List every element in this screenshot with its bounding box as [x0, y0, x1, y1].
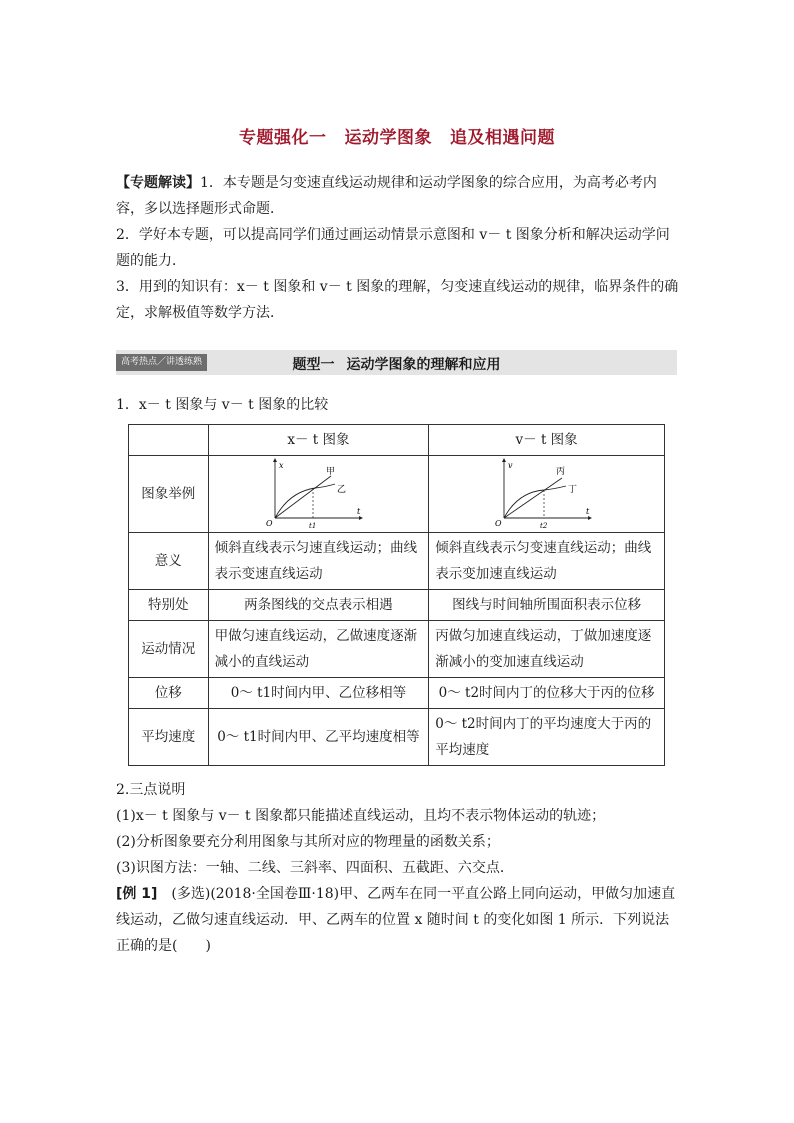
example-text: (多选)(2018·全国卷Ⅲ·18)甲、乙两车在同一平直公路上同向运动，甲做匀加速直线运动，乙做匀速直线运动．甲、乙两车的位置 x 随时间 t 的变化如图 1 所示．下列说法正确的是( ): [116, 886, 676, 954]
vt-graph-cell: [429, 456, 665, 533]
header-xt: x－ t 图象: [208, 425, 429, 456]
cell-vt: 图线与时间轴所围面积表示位移: [429, 590, 665, 621]
intro-item-2: 2．学好本专题，可以提高同学们通过画运动情景示意图和 v－ t 图象分析和解决运动学问题的能力．: [116, 227, 670, 269]
xt-origin-label: O: [266, 519, 273, 528]
vt-curve-a-label: 丙: [555, 467, 565, 477]
vt-y-label: v: [507, 461, 513, 470]
section-title: [116, 354, 677, 374]
cell-xt: 0～ t1时间内甲、乙平均速度相等: [208, 709, 429, 766]
xt-curve-a-label: 甲: [326, 467, 336, 477]
xt-graph: [263, 458, 373, 530]
table-row-example: [129, 456, 665, 533]
row-label-example: 图象举例: [129, 456, 209, 533]
cell-xt: 倾斜直线表示匀速直线运动；曲线表示变速直线运动: [208, 533, 429, 590]
table-row: [129, 533, 665, 590]
note-3: (3)识图方法：一轴、二线、三斜率、四面积、五截距、六交点．: [116, 860, 514, 876]
cell-vt: 0～ t2时间内丁的平均速度大于丙的平均速度: [429, 709, 665, 766]
cell-vt: 丙做匀加速直线运动，丁做加速度逐渐减小的变加速直线运动: [429, 621, 665, 678]
title-part-2: 运动学图象: [344, 128, 432, 148]
vt-x-label: t: [585, 507, 589, 516]
row-label: 特别处: [129, 590, 209, 621]
xt-tick-label: t1: [309, 522, 317, 530]
table-header-row: [129, 425, 665, 456]
vt-tick-label: t2: [539, 522, 547, 530]
vt-curve-b-label: 丁: [567, 485, 577, 495]
xt-y-label: x: [279, 461, 284, 470]
row-label: 运动情况: [129, 621, 209, 678]
cell-xt: 0～ t1时间内甲、乙位移相等: [208, 678, 429, 709]
row-label: 位移: [129, 678, 209, 709]
section-label: 题型一: [292, 357, 335, 373]
xt-graph-cell: [208, 456, 429, 533]
cell-vt: 0～ t2时间内丁的位移大于丙的位移: [429, 678, 665, 709]
row-label: 意义: [129, 533, 209, 590]
intro-item-1-text: 1．本专题是匀变速直线运动规律和运动学图象的综合应用，为高考必考内容，多以选择题形式命题．: [116, 175, 657, 217]
note-2: (2)分析图象要充分利用图象与其所对应的物理量的函数关系；: [116, 834, 500, 850]
header-vt: v－ t 图象: [429, 425, 665, 456]
table-row: [129, 621, 665, 678]
note-1: (1)x－ t 图象与 v－ t 图象都只能描述直线运动，且均不表示物体运动的轨迹；: [116, 808, 606, 824]
table-row: [129, 678, 665, 709]
vt-origin-label: O: [494, 519, 502, 528]
intro-item-3: 3．用到的知识有：x－ t 图象和 v－ t 图象的理解，匀变速直线运动的规律，临界条件的确定，求解极值等数学方法．: [116, 279, 679, 321]
example-1: [116, 881, 682, 959]
title-part-3: 追及相遇问题: [450, 128, 555, 148]
xt-y-arrow: [273, 458, 277, 462]
xt-curve-b: [275, 484, 335, 518]
header-empty-cell: [129, 425, 209, 456]
xt-x-arrow: [359, 516, 363, 520]
vt-line-a: [504, 478, 562, 518]
section-badge: 高考热点／讲透练熟: [116, 354, 207, 371]
vt-y-arrow: [502, 458, 506, 462]
row-label: 平均速度: [129, 709, 209, 766]
cell-xt: 甲做匀速直线运动，乙做速度逐渐减小的直线运动: [208, 621, 429, 678]
table-row: [129, 590, 665, 621]
section-header: [116, 350, 677, 375]
comparison-table: [128, 424, 665, 766]
xt-curve-b-label: 乙: [337, 485, 347, 495]
example-tag: [例 1]: [116, 886, 158, 902]
vt-graph: [492, 458, 602, 530]
intro-item-1: [116, 170, 682, 222]
notes-heading: 2.三点说明: [116, 782, 186, 798]
title-part-1: 专题强化一: [239, 128, 327, 148]
page-title: [0, 123, 794, 148]
section-title-text: 运动学图象的理解和应用: [346, 357, 501, 373]
cell-vt: 倾斜直线表示匀变速直线运动；曲线表示变加速直线运动: [429, 533, 665, 590]
xt-line-a: [275, 476, 331, 518]
table-row: [129, 709, 665, 766]
intro-tag: 【专题解读】: [116, 175, 200, 191]
xt-x-label: t: [357, 507, 361, 516]
cell-xt: 两条图线的交点表示相遇: [208, 590, 429, 621]
vt-x-arrow: [588, 516, 592, 520]
compare-heading: 1．x－ t 图象与 v－ t 图象的比较: [116, 397, 329, 413]
vt-curve-b: [504, 486, 566, 518]
